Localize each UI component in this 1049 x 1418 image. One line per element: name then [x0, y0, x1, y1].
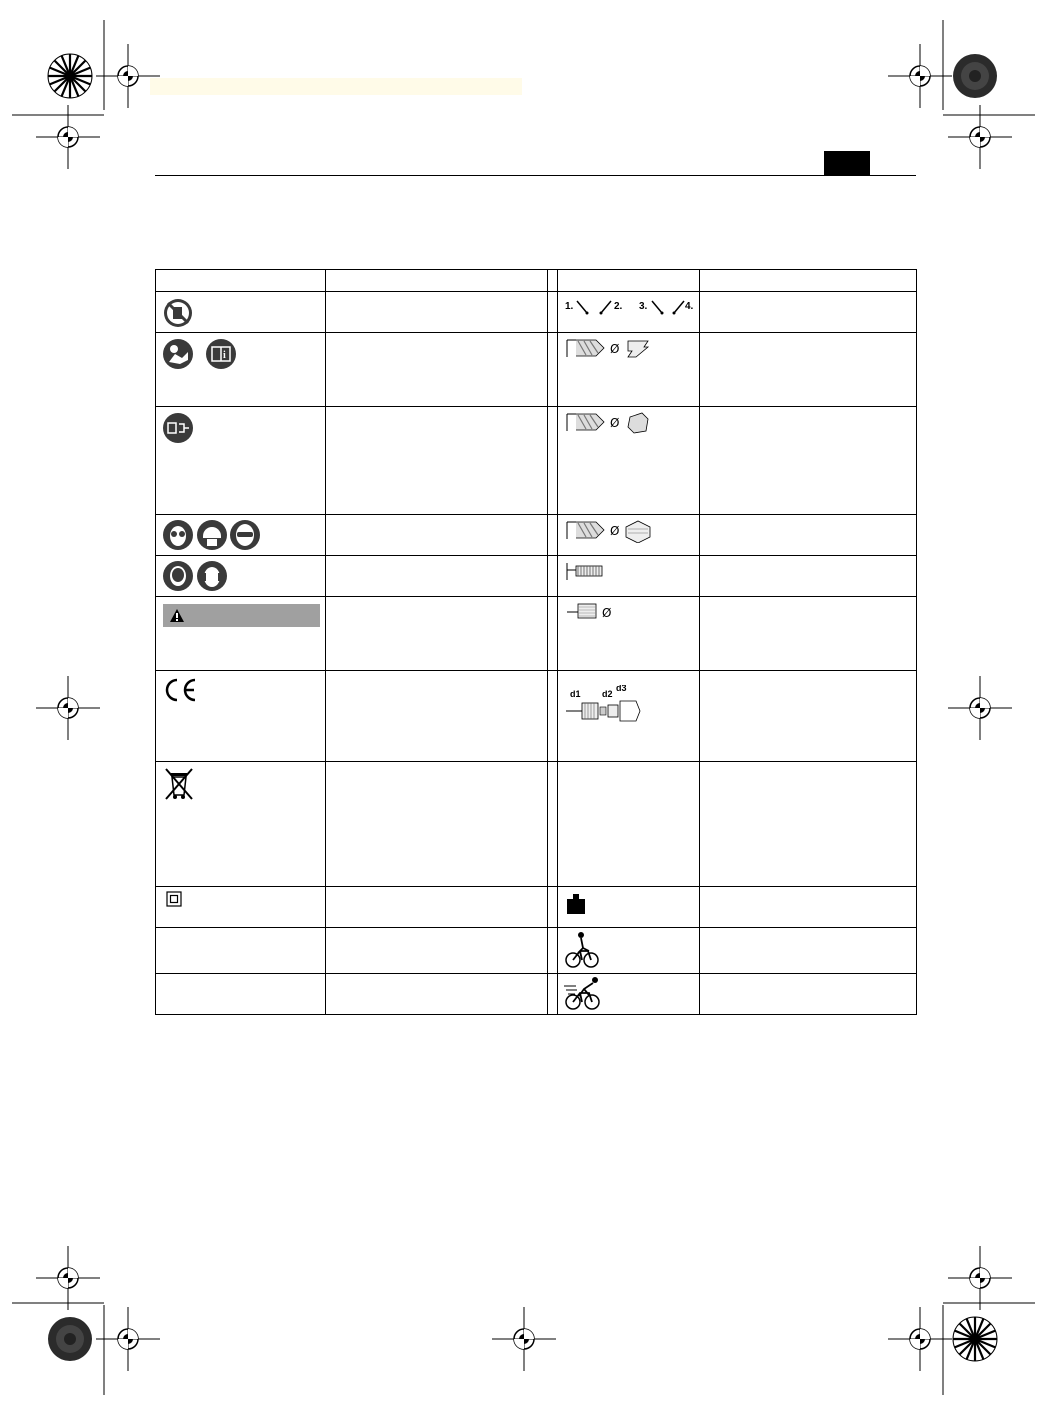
- weee-bin-icon: [164, 767, 194, 801]
- svg-text:d3: d3: [616, 685, 627, 693]
- symbols-table: [155, 269, 917, 1015]
- class-ii-insulation-icon: [166, 891, 182, 907]
- language-tab: [824, 151, 870, 175]
- unplug-icon: [162, 412, 194, 444]
- column-header: [326, 270, 548, 292]
- registration-mark-icon: [948, 676, 1012, 740]
- warning-bar: [163, 604, 320, 627]
- screw-thread-icon: [566, 560, 616, 582]
- highlight-strip: [150, 78, 522, 95]
- drill-bit-aluminium-icon: [566, 411, 654, 435]
- svg-text:Ø: Ø: [610, 416, 620, 430]
- table-row: [156, 292, 917, 333]
- svg-text:Ø: Ø: [610, 524, 620, 538]
- table-row: [156, 556, 917, 597]
- read-manual-icon: [162, 338, 194, 370]
- table-row: [156, 928, 917, 974]
- table-row: [156, 515, 917, 556]
- table-row: [156, 671, 917, 762]
- star-target-dark-icon: [48, 1317, 92, 1361]
- fast-cyclist-icon: [562, 976, 604, 1012]
- registration-mark-icon: [948, 1246, 1012, 1310]
- registration-mark-icon: [36, 676, 100, 740]
- hole-saw-icon: [566, 601, 626, 623]
- drill-bit-steel-icon: [566, 337, 654, 359]
- star-target-icon: [953, 1317, 997, 1361]
- column-header: [548, 270, 558, 292]
- chuck-diameters-icon: [566, 685, 648, 725]
- star-target-icon: [48, 54, 92, 98]
- svg-text:Ø: Ø: [610, 342, 620, 356]
- table-header-row: [156, 270, 917, 292]
- dust-mask-icon: [162, 560, 194, 592]
- cyclist-icon: [564, 931, 600, 969]
- table-row: [156, 887, 917, 928]
- svg-text:1.: 1.: [565, 301, 574, 312]
- safety-goggles-icon: [162, 519, 194, 551]
- table-row: [156, 407, 917, 515]
- table-row: [156, 333, 917, 407]
- svg-text:Ø: Ø: [602, 606, 612, 620]
- registration-mark-icon: [96, 44, 160, 108]
- registration-mark-icon: [888, 44, 952, 108]
- column-header: [156, 270, 326, 292]
- star-target-dark-icon: [953, 54, 997, 98]
- svg-text:4.: 4.: [685, 301, 694, 312]
- registration-mark-icon: [36, 1246, 100, 1310]
- do-not-dispose-icon: [162, 297, 194, 329]
- table-row: [156, 597, 917, 671]
- registration-mark-icon: [492, 1307, 556, 1371]
- registration-mark-icon: [96, 1307, 160, 1371]
- header-rule: [155, 175, 916, 176]
- warning-triangle-icon: [169, 608, 185, 623]
- registration-mark-icon: [888, 1307, 952, 1371]
- table-row: [156, 762, 917, 887]
- svg-text:3.: 3.: [639, 301, 648, 312]
- svg-text:2.: 2.: [614, 301, 623, 312]
- ce-mark-icon: [162, 677, 198, 703]
- info-book-icon: [205, 338, 237, 370]
- column-header: [558, 270, 700, 292]
- weight-icon: [566, 893, 586, 915]
- table-row: [156, 974, 917, 1015]
- helmet-icon: [196, 519, 228, 551]
- column-header: [700, 270, 917, 292]
- drill-settings-1-4-icon: [563, 296, 695, 318]
- svg-text:i: i: [223, 350, 226, 361]
- ear-protection-icon: [196, 560, 228, 592]
- svg-text:d2: d2: [602, 689, 613, 699]
- drill-bit-wood-icon: [566, 519, 654, 543]
- svg-text:d1: d1: [570, 689, 581, 699]
- safety-glasses-icon: [229, 519, 261, 551]
